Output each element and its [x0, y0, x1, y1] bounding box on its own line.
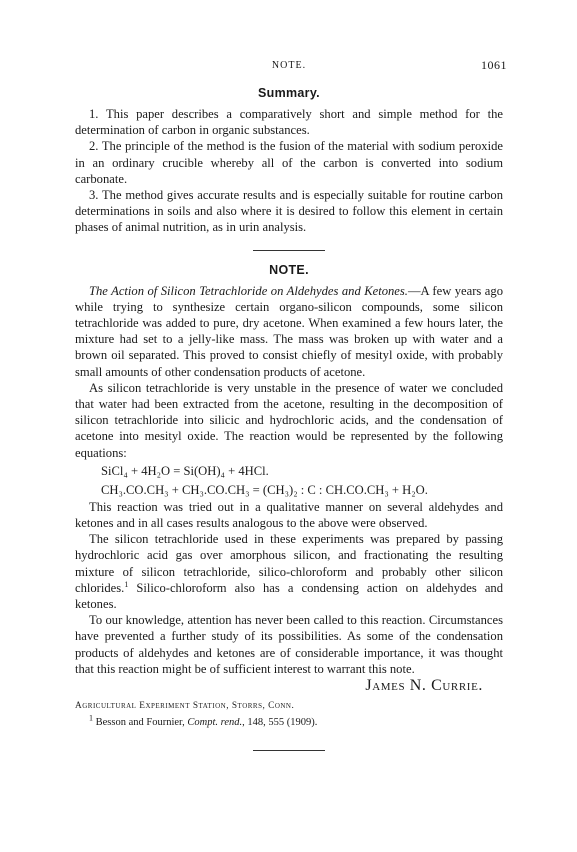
- running-title: NOTE.: [271, 60, 307, 71]
- note-paragraph-1-text: —A few years ago while trying to synthesize certain organo-silicon compounds, some silicon tetrachloride was added to pure, dry acetone. When examined a few hours later, the mixture had set to a jelly-like mass. The mass was broken up with water and a brown oil separated. This proved to consist chiefly of mesityl oxide, with probably small amounts of other condensation products of acetone.: [75, 283, 503, 379]
- note-paragraph-2: As silicon tetrachloride is very unstable in the presence of water we concluded that water had been extracted from the acetone, resulting in the decomposition of silicon tetrachloride into silicic and hydrochloric acids, and the condensation of acetone into mesityl oxide. The reaction would be represented by the following equations:: [75, 380, 503, 460]
- summary-item-3: 3. The method gives accurate results and is especially suitable for routine carbon determinations in soils and also where it is desired to follow this element in certain phases of animal nutrition, as in urin analysis.: [75, 188, 503, 235]
- author-signature: James N. Currie.: [365, 677, 483, 695]
- footnote: $^1$ Besson and Fournier, Compt. rend., 148, 555 (1909).: [89, 713, 318, 729]
- equation-1: SiCl₄ + 4H₂O = Si(OH)₄ + 4HCl.: [101, 463, 269, 478]
- note-paragraph-4-text-end: Silico-chloroform also has a condensing action on aldehydes and ketones.: [75, 580, 503, 612]
- summary-item-2: 2. The principle of the method is the fusion of the material with sodium peroxide in an ordinary crucible whereby all of the carbon is converted into sodium carbonate.: [75, 139, 503, 186]
- footnote-mark: 1: [89, 713, 93, 723]
- equation-2: CH₃.CO.CH₃ + CH₃.CO.CH₃ = (CH₃)₂ : C : CH.CO.CH₃ + H₂O.: [101, 482, 428, 497]
- note-paragraph-4: [75, 531, 503, 612]
- footnote-journal: Compt. rend.: [187, 717, 243, 729]
- note-paragraph-3: This reaction was tried out in a qualitative manner on several aldehydes and ketones and in all cases results analogous to the above were observed.: [75, 499, 503, 531]
- running-head: [75, 58, 507, 74]
- note-title: The Action of Silicon Tetrachloride on Aldehydes and Ketones.: [89, 283, 408, 298]
- end-divider: [253, 750, 325, 751]
- summary-heading: Summary.: [258, 86, 320, 100]
- author-affiliation: Agricultural Experiment Station, Storrs, Conn.: [75, 701, 295, 712]
- signature-line: [75, 677, 503, 695]
- note-paragraph-5: [75, 612, 503, 677]
- note-paragraph-4-text: The silicon tetrachloride used in these experiments was prepared by passing hydrochloric acid gas over amorphous silicon, and fractionating the resulting mixture of silicon tetrachloride, silico-chloroform and probably other silicon chlorides.: [75, 532, 503, 595]
- note-heading: NOTE.: [269, 262, 309, 277]
- note-paragraph-1: [75, 283, 503, 380]
- section-divider: [253, 250, 325, 251]
- footnote-reference: 1: [124, 579, 129, 589]
- note-paragraph-5-text: To our knowledge, attention has never been called to this reaction. Circumstances have prevented a further study of its possibilities. As some of the condensation products of aldehydes and ketones are of considerable importance, it was thought that this reaction might be of sufficient interest to warrant this note.: [75, 613, 503, 676]
- page-number: 1061: [481, 58, 507, 72]
- summary-item-1: 1. This paper describes a comparatively short and simple method for the determination of carbon in organic substances.: [75, 107, 503, 138]
- paper-page: [75, 58, 507, 751]
